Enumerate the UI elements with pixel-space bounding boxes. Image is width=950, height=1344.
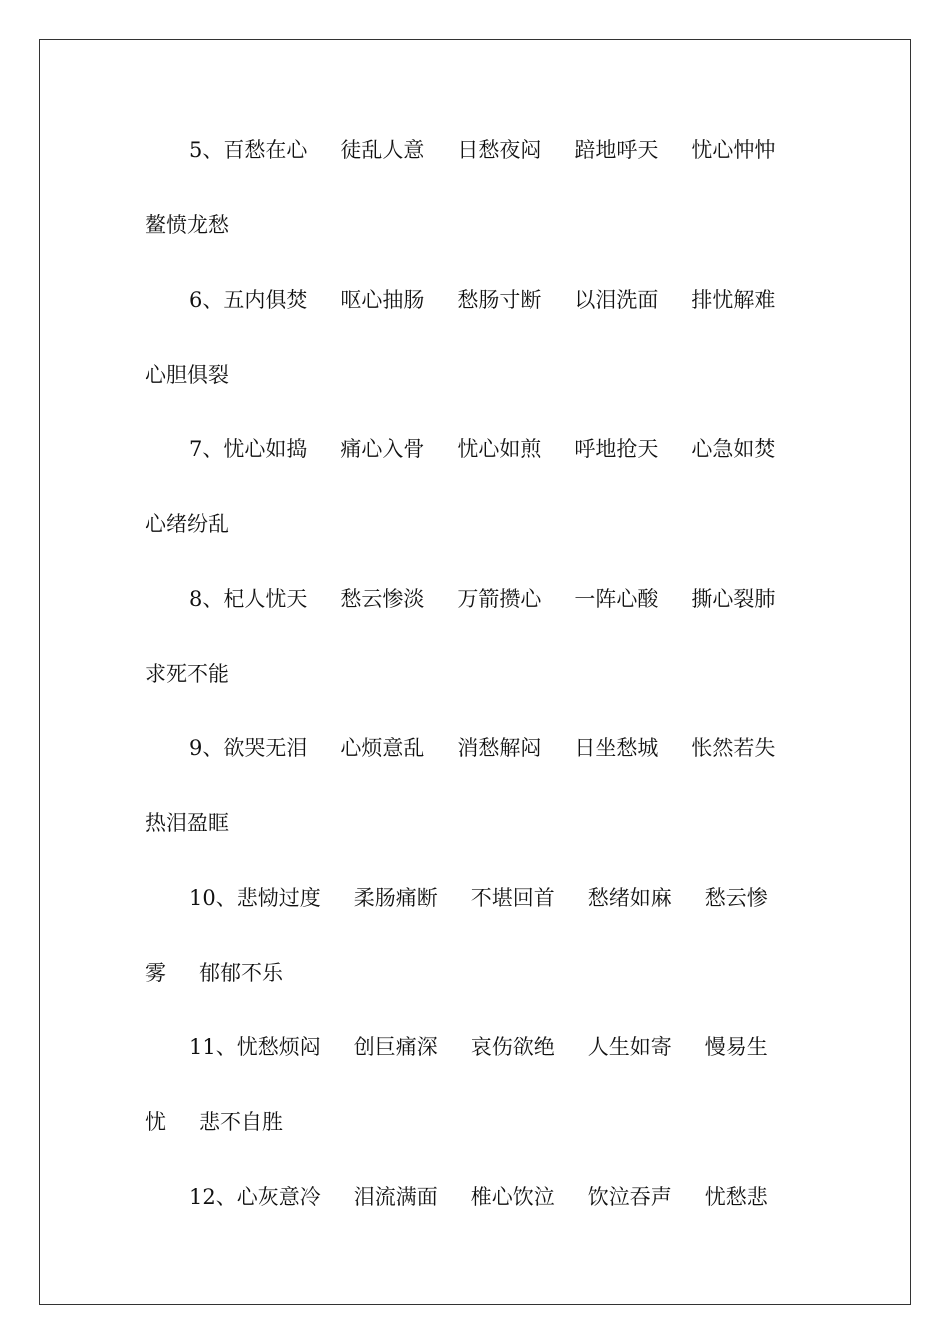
entry-line-continued xyxy=(145,1107,815,1137)
entry-line-continued xyxy=(145,509,815,539)
idiom-term: 不堪回首 xyxy=(470,886,555,910)
idiom-term: 9、欲哭无泪 xyxy=(189,736,308,760)
idiom-term: 以泪洗面 xyxy=(574,288,659,312)
entry-line xyxy=(145,434,815,464)
idiom-term: 万箭攒心 xyxy=(457,587,542,611)
idiom-term: 呼地抢天 xyxy=(574,437,659,461)
idiom-term: 愁绪如麻 xyxy=(587,886,672,910)
idiom-term: 愁云惨淡 xyxy=(340,587,425,611)
idiom-term: 慢易生 xyxy=(704,1035,768,1059)
entry-line xyxy=(145,135,815,165)
idiom-term: 11、忧愁烦闷 xyxy=(189,1035,321,1059)
entry-line xyxy=(145,733,815,763)
idiom-term: 愁肠寸断 xyxy=(457,288,542,312)
idiom-term: 痛心入骨 xyxy=(340,437,425,461)
idiom-term: 徒乱人意 xyxy=(340,138,425,162)
idiom-term: 8、杞人忧天 xyxy=(189,587,308,611)
idiom-term: 忧心忡忡 xyxy=(691,138,776,162)
idiom-term: 心急如焚 xyxy=(691,437,776,461)
idiom-term: 热泪盈眶 xyxy=(145,811,229,835)
entry-line-continued xyxy=(145,808,815,838)
idiom-term: 5、百愁在心 xyxy=(189,138,308,162)
idiom-term: 悲不自胜 xyxy=(199,1110,283,1134)
idiom-term: 呕心抽肠 xyxy=(340,288,425,312)
idiom-term: 7、忧心如捣 xyxy=(189,437,308,461)
idiom-term: 椎心饮泣 xyxy=(470,1185,555,1209)
entry-line-continued xyxy=(145,360,815,390)
idiom-term: 排忧解难 xyxy=(691,288,776,312)
idiom-term: 撕心裂肺 xyxy=(691,587,776,611)
idiom-term: 泪流满面 xyxy=(353,1185,438,1209)
idiom-term: 日坐愁城 xyxy=(574,736,659,760)
idiom-term: 忧 xyxy=(145,1110,166,1134)
entry-line xyxy=(145,285,815,315)
entry-line-continued xyxy=(145,659,815,689)
entry-line xyxy=(145,1182,815,1212)
idiom-term: 雾 xyxy=(145,961,166,985)
idiom-term: 人生如寄 xyxy=(587,1035,672,1059)
idiom-term: 一阵心酸 xyxy=(574,587,659,611)
idiom-term: 忧心如煎 xyxy=(457,437,542,461)
entry-line-continued xyxy=(145,958,815,988)
entry-line xyxy=(145,584,815,614)
idiom-term: 消愁解闷 xyxy=(457,736,542,760)
idiom-term: 鳌愤龙愁 xyxy=(145,213,229,237)
idiom-term: 怅然若失 xyxy=(691,736,776,760)
idiom-term: 创巨痛深 xyxy=(353,1035,438,1059)
idiom-term: 踣地呼天 xyxy=(574,138,659,162)
idiom-term: 心绪纷乱 xyxy=(145,512,229,536)
entry-line-continued xyxy=(145,210,815,240)
idiom-term: 日愁夜闷 xyxy=(457,138,542,162)
idiom-term: 柔肠痛断 xyxy=(353,886,438,910)
idiom-term: 心胆俱裂 xyxy=(145,363,229,387)
entry-line xyxy=(145,883,815,913)
idiom-term: 心烦意乱 xyxy=(340,736,425,760)
idiom-term: 6、五内俱焚 xyxy=(189,288,308,312)
idiom-term: 求死不能 xyxy=(145,662,229,686)
idiom-term: 郁郁不乐 xyxy=(199,961,283,985)
idiom-term: 哀伤欲绝 xyxy=(470,1035,555,1059)
idiom-term: 饮泣吞声 xyxy=(587,1185,672,1209)
entry-line xyxy=(145,1032,815,1062)
idiom-term: 愁云惨 xyxy=(704,886,768,910)
idiom-term: 忧愁悲 xyxy=(704,1185,768,1209)
idiom-term: 12、心灰意冷 xyxy=(189,1185,321,1209)
idiom-term: 10、悲恸过度 xyxy=(189,886,321,910)
